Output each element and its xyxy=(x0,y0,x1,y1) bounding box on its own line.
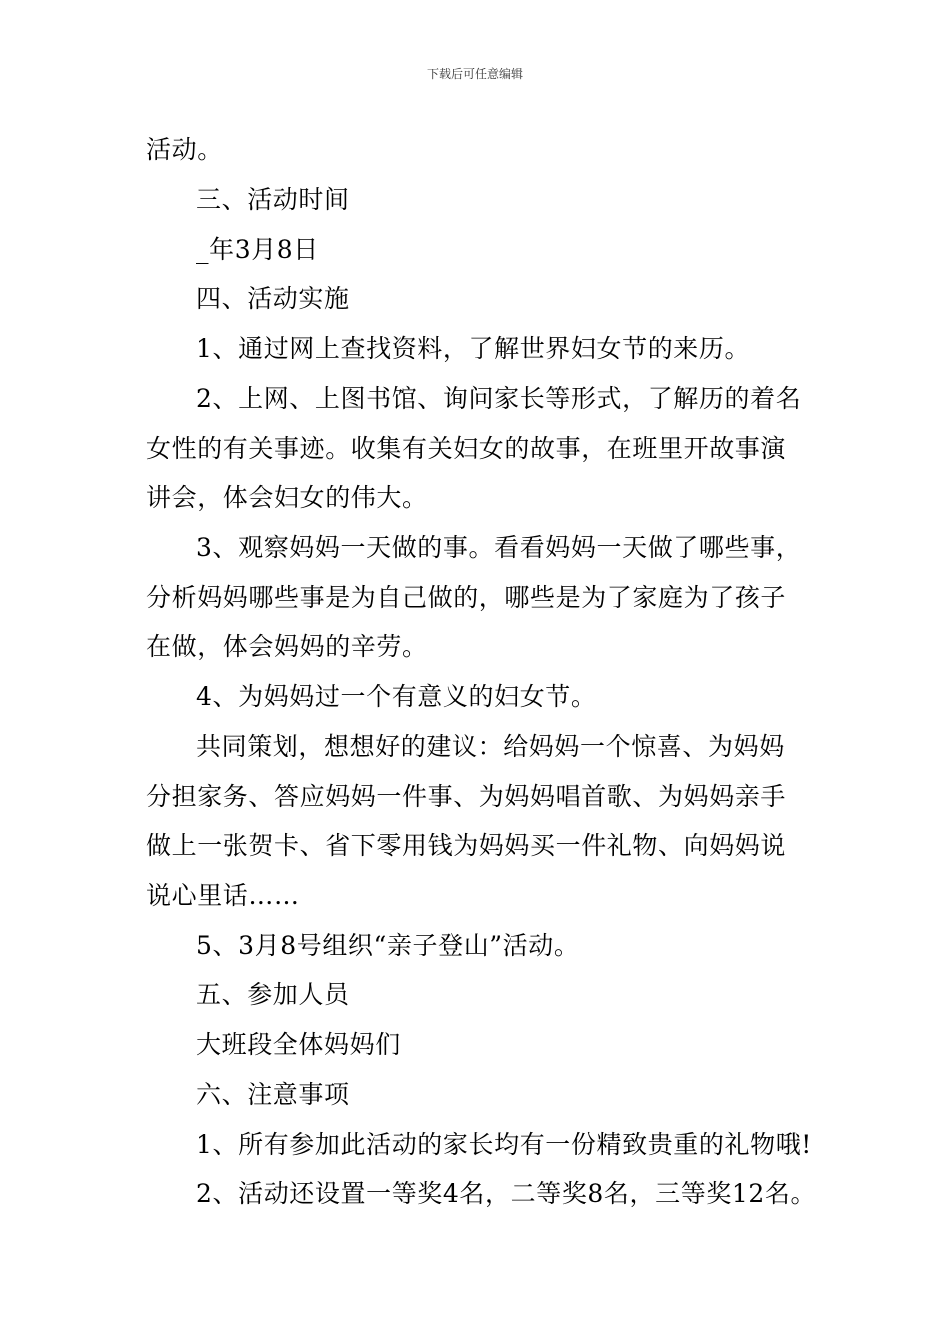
text-line: 做上一张贺卡、省下零用钱为妈妈买一件礼物、向妈妈说 xyxy=(146,831,787,860)
text-line: 在做，体会妈妈的辛劳。 xyxy=(146,632,428,661)
section-heading-notes: 六、注意事项 xyxy=(196,1080,350,1109)
text-line: _年3月8日 xyxy=(196,235,319,264)
section-heading-time: 三、活动时间 xyxy=(196,185,350,214)
text-line: 说心里话…… xyxy=(146,881,300,910)
text-line: 活动。 xyxy=(146,135,223,164)
text-line: 5、3月8号组织“亲子登山”活动。 xyxy=(196,931,580,960)
text-line: 2、活动还设置一等奖4名，二等奖8名，三等奖12名。 xyxy=(196,1179,817,1208)
text-line: 3、观察妈妈一天做的事。看看妈妈一天做了哪些事， xyxy=(196,533,802,562)
section-heading-participants: 五、参加人员 xyxy=(196,980,350,1009)
text-line: 共同策划，想想好的建议：给妈妈一个惊喜、为妈妈 xyxy=(196,732,785,761)
text-line: 1、所有参加此活动的家长均有一份精致贵重的礼物哦! xyxy=(196,1130,812,1159)
text-line: 分担家务、答应妈妈一件事、为妈妈唱首歌、为妈妈亲手 xyxy=(146,782,787,811)
text-line: 女性的有关事迹。收集有关妇女的故事，在班里开故事演 xyxy=(146,434,787,463)
text-line: 2、上网、上图书馆、询问家长等形式，了解历的着名 xyxy=(196,384,802,413)
section-heading-implementation: 四、活动实施 xyxy=(196,284,350,313)
text-line: 讲会，体会妇女的伟大。 xyxy=(146,483,428,512)
page-header-note: 下载后可任意编辑 xyxy=(426,67,523,81)
text-line: 大班段全体妈妈们 xyxy=(196,1030,401,1059)
text-line: 4、为妈妈过一个有意义的妇女节。 xyxy=(196,682,597,711)
text-line: 分析妈妈哪些事是为自己做的，哪些是为了家庭为了孩子 xyxy=(146,583,787,612)
text-line: 1、通过网上查找资料，了解世界妇女节的来历。 xyxy=(196,334,751,363)
